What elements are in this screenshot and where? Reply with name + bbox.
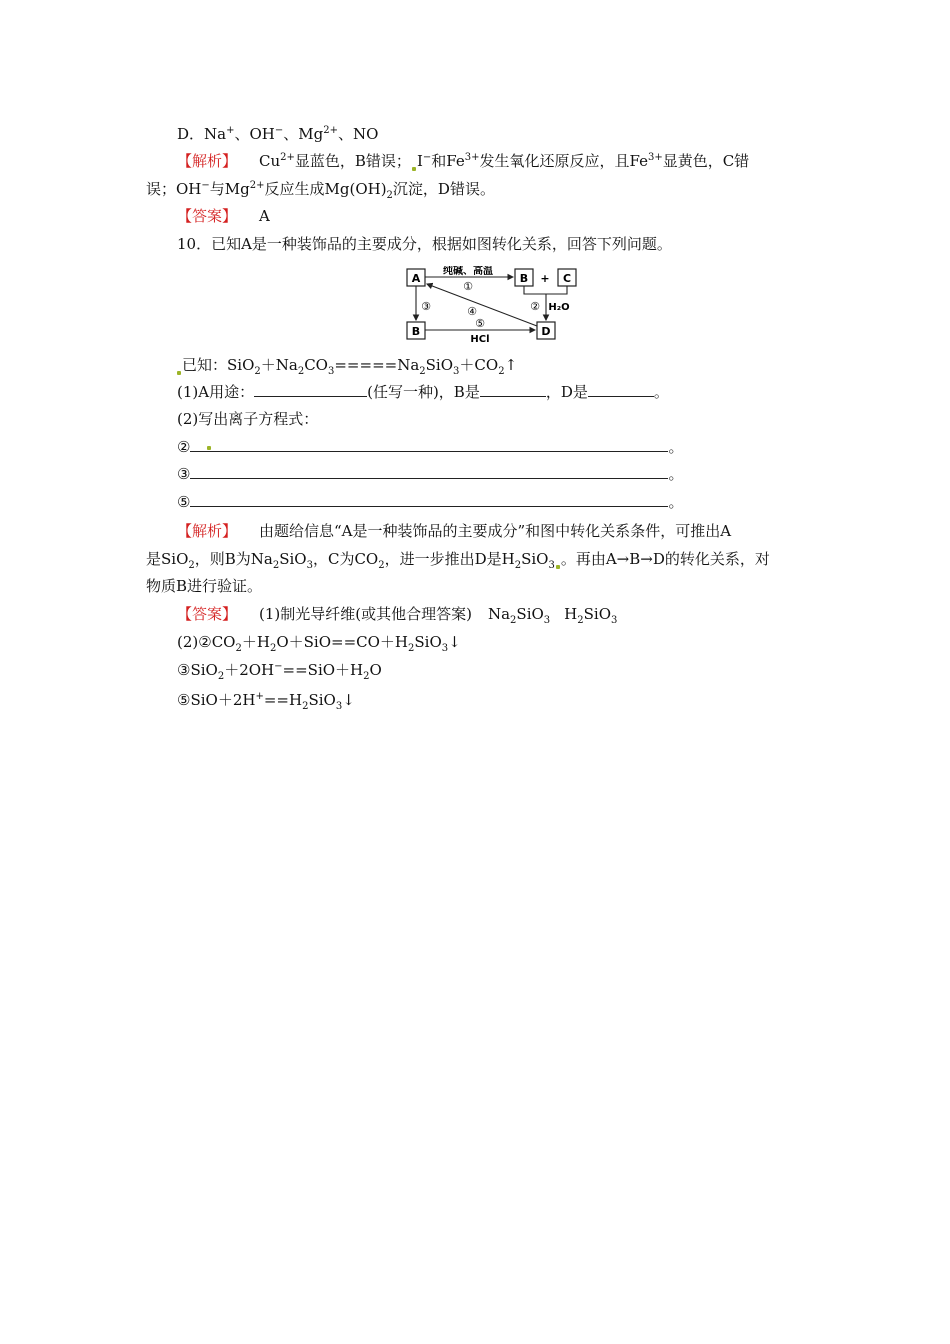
answer-blank-use[interactable] <box>254 382 367 397</box>
answer-tag: 【答案】 <box>177 207 238 225</box>
option-d: D．Na+、OH−、$Mg^{2+}$、NO <box>177 125 379 143</box>
q10-answer-2: $(2)②CO_2+H_2O+SiO==CO+H_2SiO_3↓$ <box>177 633 461 654</box>
step-5: ⑤ <box>475 317 485 330</box>
equation-blank-3: ③ 。 <box>177 465 684 483</box>
q10-stem: 10．已知A是一种装饰品的主要成分，根据如图转化关系，回答下列问题。 <box>177 235 672 253</box>
equation-blank-2: ② 。 <box>177 438 684 456</box>
q9-analysis-line-1: 【解析】 $Cu^{2+}$显蓝色，B错误； I−和$Fe^{3+}$发生氧化还原反应，且$Fe^{3+}$显黄色，C错 <box>177 152 750 170</box>
step-3: ③ <box>421 300 431 313</box>
analysis-tag: 【解析】 <box>177 522 238 540</box>
label-b-bottom: B <box>411 325 421 338</box>
marker-dot <box>207 446 211 450</box>
equation-blank-5: ⑤ 。 <box>177 493 684 511</box>
q10-answer-5: $⑤SiO+2H^+==H_2SiO_3↓$ <box>177 691 355 712</box>
answer-blank-eq5[interactable] <box>190 492 668 507</box>
condition-1: 纯碱、高温 <box>443 266 493 277</box>
step-1: ① <box>463 280 473 293</box>
condition-2: H₂O <box>548 302 570 313</box>
subquestion-1: (1)A用途： (任写一种)，B是 ，D是 。 <box>177 383 669 401</box>
bracket-2 <box>524 286 567 294</box>
q9-answer: 【答案】 A <box>177 207 270 225</box>
subquestion-2: (2)写出离子方程式： <box>177 410 319 428</box>
q10-analysis-line-2: 是SiO$_2$，则B为$Na_2SiO_3$，C为$CO_2$，进一步推出D是$H_2SiO_3$ 。再由A→B→D的转化关系，对 <box>146 550 770 571</box>
conversion-diagram <box>404 266 586 346</box>
q10-answer-3: $③SiO_2+2OH^-==SiO+H_2O$ <box>177 661 382 682</box>
q10-answer-1: 【答案】 (1)制光导纤维(或其他合理答案) $Na_2SiO_3$ $H_2SiO_3$ <box>177 605 618 626</box>
answer-blank-d[interactable] <box>588 382 654 397</box>
marker-dot <box>412 167 416 171</box>
label-plus: + <box>540 272 550 285</box>
q10-analysis-line-3: 物质B进行验证。 <box>146 577 263 595</box>
answer-blank-eq2[interactable] <box>190 437 668 452</box>
q10-analysis-line-1: 【解析】 由题给信息“A是一种装饰品的主要成分”和图中转化关系条件，可推出A <box>177 522 732 540</box>
answer-blank-b[interactable] <box>480 382 546 397</box>
marker-dot <box>556 565 560 569</box>
marker-dot <box>177 371 181 375</box>
label-d: D <box>541 325 551 338</box>
step-4: ④ <box>467 305 477 318</box>
step-2: ② <box>530 300 540 313</box>
label-b-top: B <box>519 272 529 285</box>
answer-blank-eq3[interactable] <box>190 464 668 479</box>
answer-tag: 【答案】 <box>177 605 238 623</box>
label-c: C <box>562 272 572 285</box>
known-reaction: 已知：$SiO_2+Na_2CO_3=====Na_2SiO_3+CO_2↑$ <box>176 355 517 375</box>
q9-analysis-line-2: 误；OH−与$Mg^{2+}$反应生成$Mg(OH)_2$沉淀，D错误。 <box>146 180 495 201</box>
condition-5: HCl <box>470 334 490 345</box>
label-a: A <box>411 272 421 285</box>
analysis-tag: 【解析】 <box>177 152 238 170</box>
